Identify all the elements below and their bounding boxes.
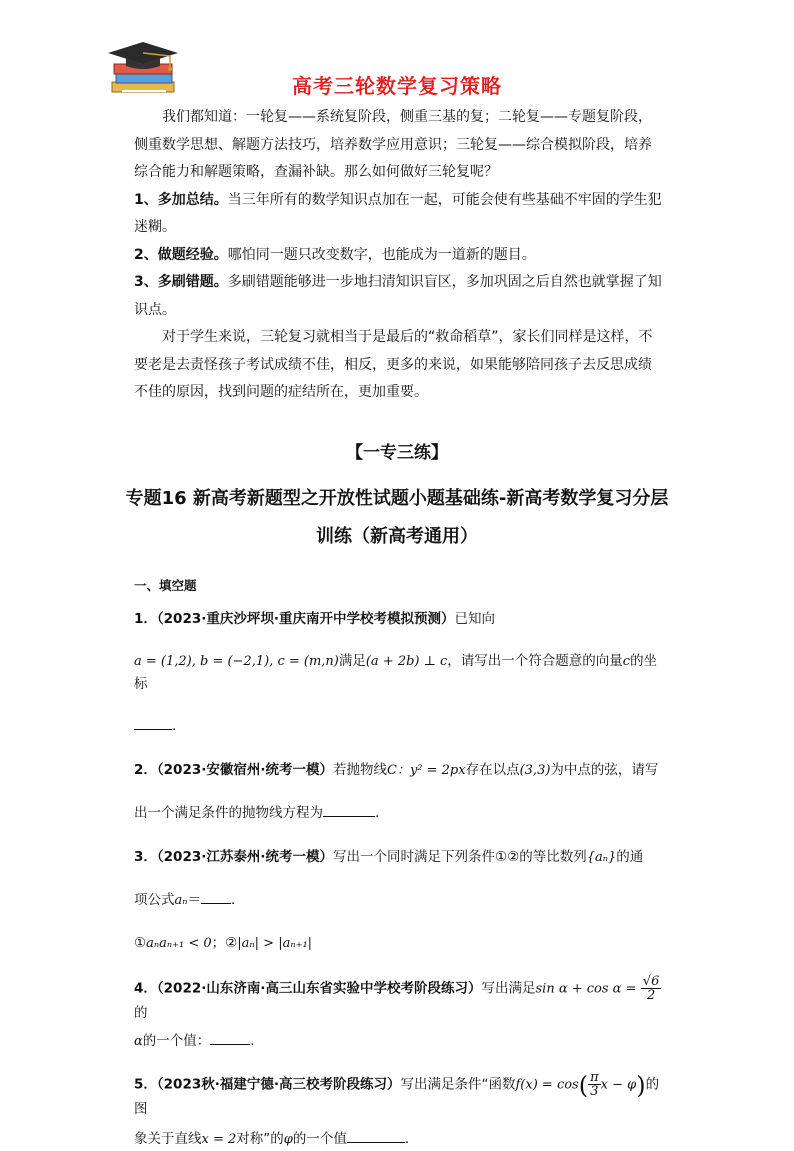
answer-blank[interactable]: [347, 1128, 405, 1143]
question-text: 项公式: [134, 892, 175, 908]
question-5: [134, 1071, 662, 1151]
tip-label: 2、做题经验。: [134, 246, 228, 263]
math-expression: (a + 2b) ⊥ c: [365, 654, 448, 669]
intro-paragraph: 我们都知道：一轮复——系统复阶段，侧重三基的复；二轮复——专题复阶段，侧重数学思想、解题方法技巧，培养数学应用意识；三轮复——综合模拟阶段，培养综合能力和解题策略，查漏补缺。那么如何做好三轮复呢？: [134, 109, 652, 180]
math-expression: x = 2: [201, 1132, 237, 1147]
series-title: 【一专三练】: [346, 443, 448, 463]
question-text: 为中点的弦，请写: [550, 762, 659, 778]
tip-item: [134, 269, 662, 324]
question-text: 的一个值: [292, 1131, 347, 1147]
paren-close: ): [636, 1071, 646, 1100]
question-source: （2023·重庆沙坪坝·重庆南开中学校考模拟预测）: [156, 611, 455, 627]
question-text: 写出一个同时满足下列条件①②的等比数列: [333, 849, 587, 865]
page-title: 专题16 新高考新题型之开放性试题小题基础练-新高考数学复习分层训练（新高考通用）: [125, 488, 669, 547]
question-number: 2．: [134, 762, 157, 778]
answer-blank[interactable]: [323, 802, 375, 817]
question-source: （2022·山东济南·高三山东省实验中学校考阶段练习）: [156, 980, 482, 997]
tip-text: 当三年所有的数学知识点加在一起，可能会使有些基础不牢固的学生犯迷糊。: [134, 191, 662, 235]
fraction-denominator: 3: [590, 1084, 599, 1099]
question-text: 已知向: [454, 611, 495, 627]
question-2: [134, 759, 662, 824]
question-1: [134, 608, 662, 737]
question-text: 写出满足条件“函数: [400, 1076, 516, 1093]
math-expression: x − φ: [600, 1077, 637, 1093]
math-expression: C：y² = 2px: [387, 763, 466, 778]
math-expression: sin α + cos α =: [535, 981, 637, 997]
question-text: 的一个值：: [142, 1033, 211, 1049]
question-text: 象关于直线: [134, 1131, 202, 1147]
answer-blank[interactable]: [210, 1030, 250, 1045]
math-expression: aₙaₙ₊₁ < 0: [146, 936, 212, 951]
math-expression: φ: [283, 1132, 293, 1147]
paren-open: (: [578, 1071, 589, 1100]
question-number: 5．: [134, 1076, 157, 1093]
question-text: 存在以点: [465, 762, 520, 778]
question-text: .: [250, 1033, 255, 1049]
math-expression: |aₙ| > |aₙ₊₁|: [237, 936, 313, 951]
question-text: ，请写出一个符合题意的向量: [447, 653, 623, 669]
question-list: [134, 576, 662, 1151]
question-text: ＝: [187, 892, 202, 908]
fraction: [641, 975, 662, 1002]
closing-paragraph: 对于学生来说，三轮复习就相当于是最后的“救命稻草”，家长们同样是这样，不要老是去责怪孩子考试成绩不佳，相反，更多的来说，如果能够陪同孩子去反思成绩不佳的原因，找到问题的症结所在，更加重要。: [134, 329, 653, 400]
condition-marker: ；②: [211, 935, 238, 951]
tip-item: [134, 187, 662, 242]
tip-label: 3、多刷错题。: [134, 274, 228, 290]
question-text: 满足: [338, 653, 366, 669]
question-text: 的通: [616, 849, 644, 865]
question-text: 若抛物线: [333, 762, 387, 778]
question-text: 写出满足: [481, 980, 536, 997]
question-4: [134, 975, 662, 1053]
strategy-title: 高考三轮数学复习策略: [292, 74, 502, 98]
condition-marker: ①: [134, 935, 147, 951]
question-number: 1．: [134, 611, 157, 627]
math-expression: (3,3): [519, 763, 551, 778]
question-text: 出一个满足条件的抛物线方程为: [134, 805, 323, 821]
question-source: （2023·江苏泰州·统考一模）: [156, 849, 333, 865]
answer-blank[interactable]: [201, 889, 231, 904]
fraction-numerator: π: [590, 1070, 599, 1085]
answer-blank[interactable]: [134, 715, 172, 730]
math-expression: f(x) = cos: [515, 1077, 579, 1093]
math-expression: {aₙ}: [586, 850, 617, 865]
question-text: 对称”的: [236, 1131, 284, 1147]
tip-text: 哪怕同一题只改变数字，也能成为一道新的题目。: [227, 246, 536, 263]
math-expression: aₙ: [174, 893, 188, 908]
question-text: 的坐标: [134, 653, 658, 692]
fraction-denominator: 2: [646, 988, 656, 1003]
intro-text: [134, 104, 662, 407]
fraction: [588, 1071, 601, 1098]
tip-item: [134, 242, 662, 270]
question-source: （2023·安徽宿州·统考一模）: [156, 762, 333, 778]
question-number: 3．: [134, 849, 157, 865]
math-expression: c: [622, 654, 631, 669]
section-heading: 一、填空题: [134, 578, 197, 593]
math-expression: a = (1,2), b = (−2,1), c = (m,n): [134, 654, 339, 669]
question-source: （2023秋·福建宁德·高三校考阶段练习）: [156, 1076, 401, 1093]
tip-label: 1、多加总结。: [134, 191, 228, 208]
question-number: 4．: [134, 980, 157, 997]
question-text: 的: [134, 1005, 148, 1021]
question-text: ．: [231, 892, 245, 908]
fraction-numerator: √6: [642, 974, 660, 989]
question-text: .: [375, 805, 380, 821]
question-text: ．: [404, 1131, 419, 1147]
question-text: 的图: [134, 1076, 660, 1117]
question-text: .: [172, 718, 177, 734]
question-3: [134, 846, 662, 955]
tip-text: 多刷错题能够进一步地扫清知识盲区，多加巩固之后自然也就掌握了知识点。: [134, 274, 662, 318]
math-expression: α: [134, 1034, 143, 1049]
